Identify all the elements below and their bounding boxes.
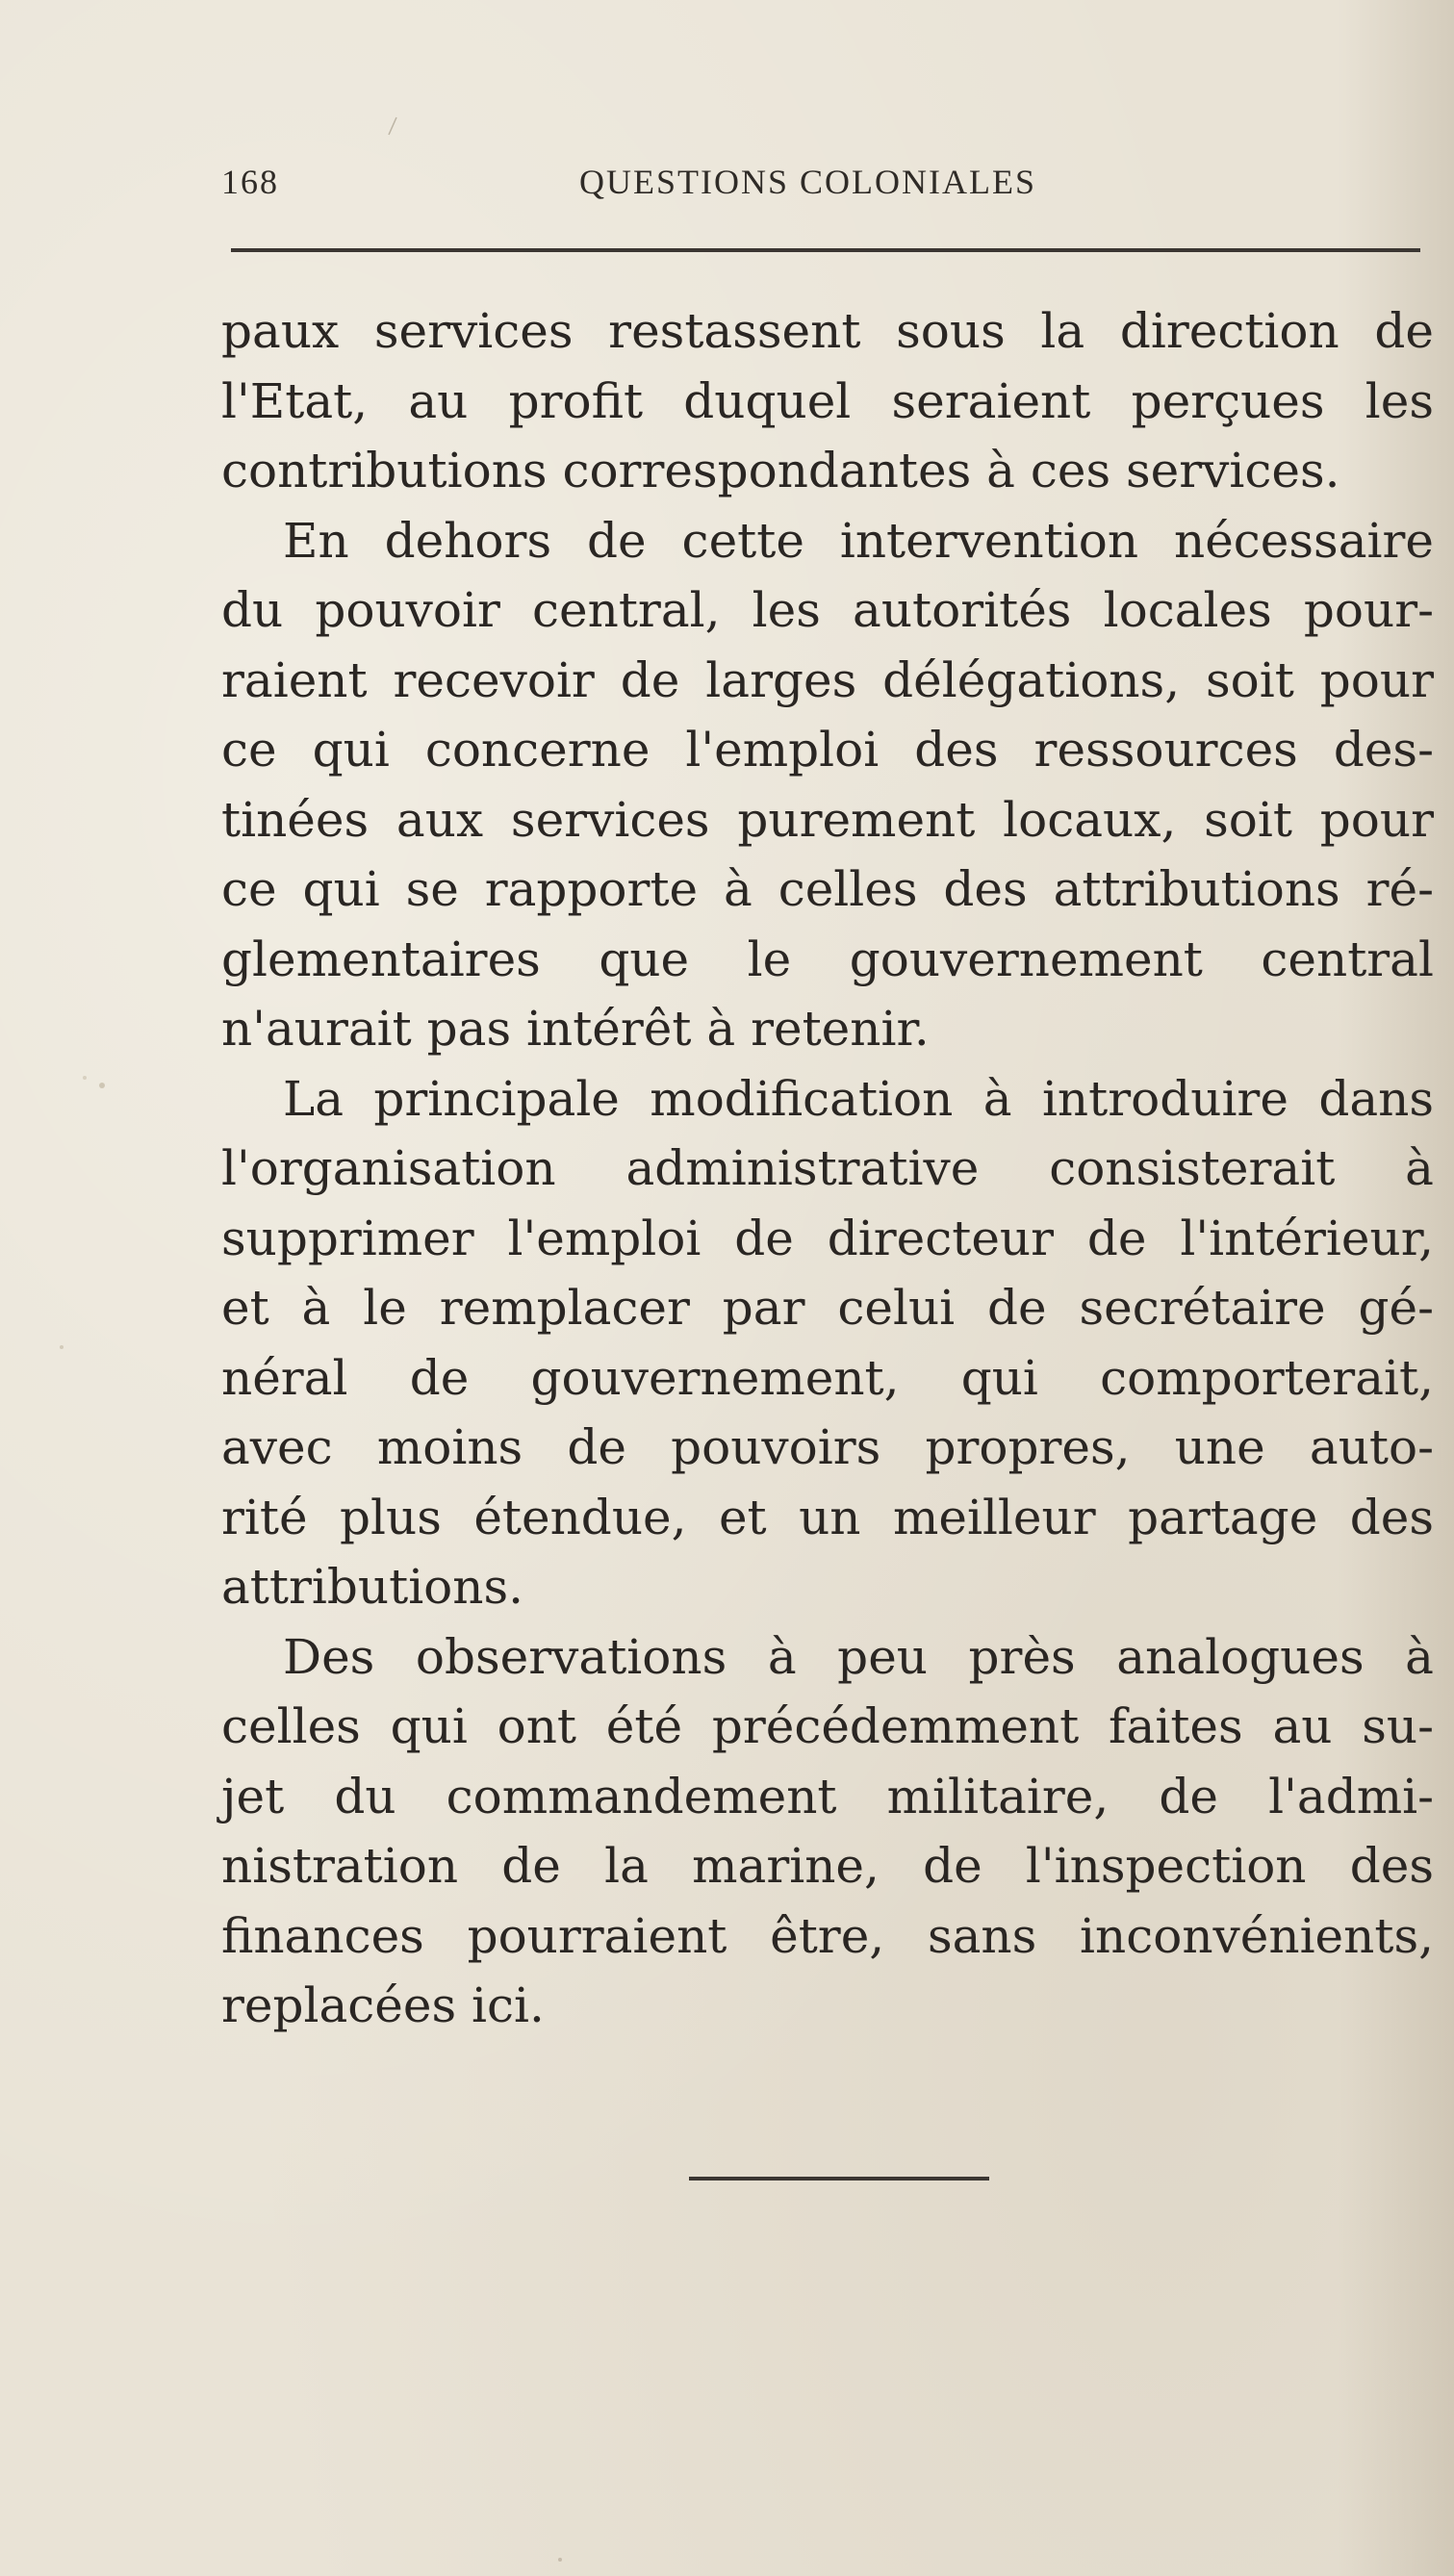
text-line: La principale modification à introduire dans [283, 1070, 1434, 1127]
text-line: finances pourraient être, sans inconvénients, [221, 1907, 1434, 1964]
text-line: et à le remplacer par celui de secrétaire gé- [221, 1280, 1434, 1336]
running-title: QUESTIONS COLONIALES [579, 163, 1036, 201]
text-line: Des observations à peu près analogues à [283, 1628, 1434, 1685]
text-line: l'Etat, au profit duquel seraient perçues les [221, 372, 1434, 429]
text-line: raient recevoir de larges délégations, soit pour [221, 651, 1434, 708]
text-line: replacées ici. [221, 1977, 545, 2033]
end-rule [689, 2177, 989, 2181]
text-line: ce qui concerne l'emploi des ressources des- [221, 722, 1434, 778]
text-line: tinées aux services purement locaux, soit pour [221, 791, 1434, 848]
text-line: du pouvoir central, les autorités locales pour- [221, 582, 1434, 638]
text-line: rité plus étendue, et un meilleur partage des [221, 1489, 1434, 1545]
text-line: En dehors de cette intervention nécessaire [283, 512, 1434, 569]
text-line: supprimer l'emploi de directeur de l'intérieur, [221, 1210, 1434, 1266]
header-rule [231, 248, 1420, 252]
text-line: néral de gouvernement, qui comporterait, [221, 1349, 1434, 1406]
paragraph-2 [221, 506, 1434, 1064]
text-line: jet du commandement militaire, de l'admi- [221, 1768, 1434, 1824]
text-line: attributions. [221, 1559, 524, 1615]
body-text [221, 296, 1434, 2041]
text-line: n'aurait pas intérêt à retenir. [221, 1001, 930, 1057]
text-line: ce qui se rapporte à celles des attributions ré- [221, 861, 1434, 917]
text-line: nistration de la marine, de l'inspection des [221, 1838, 1434, 1894]
text-line: l'organisation administrative consisterait à [221, 1140, 1434, 1196]
running-head [221, 162, 1422, 219]
text-line: celles qui ont été précédemment faites au su- [221, 1698, 1434, 1754]
text-line: glementaires que le gouvernement central [221, 931, 1434, 987]
text-line: paux services restassent sous la direction de [221, 303, 1434, 359]
page-number: 168 [221, 163, 279, 201]
paragraph-3 [221, 1064, 1434, 1622]
text-line: contributions correspondantes à ces services. [221, 443, 1340, 498]
paragraph-1 [221, 296, 1434, 506]
paragraph-4 [221, 1622, 1434, 2041]
text-line: avec moins de pouvoirs propres, une auto- [221, 1419, 1434, 1475]
